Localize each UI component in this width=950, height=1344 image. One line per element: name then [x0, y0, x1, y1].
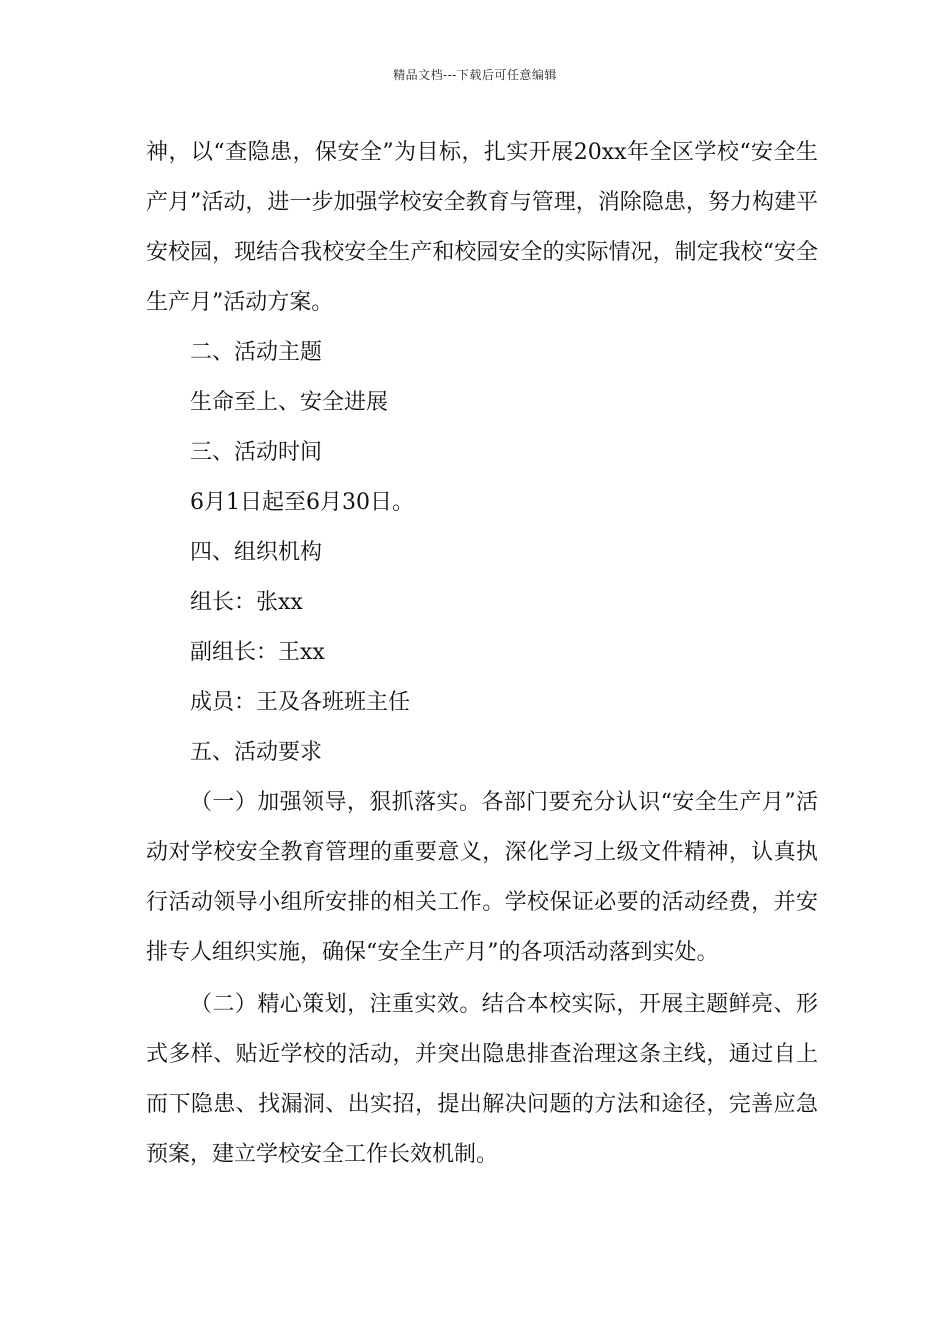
deputy-leader-text: 副组长：王xx	[190, 640, 325, 665]
requirement-paragraph-2: （二）精心策划，注重实效。结合本校实际，开展主题鲜亮、形式多样、贴近学校的活动，并突出隐患排查治理这条主线，通过自上而下隐患、找漏洞、出实招，提出解决问题的方法和途径，完善应急预案，建立学校安全工作长效机制。	[146, 992, 818, 1167]
section-heading-theme: 二、活动主题	[190, 340, 323, 365]
document-body	[146, 128, 818, 1180]
section-heading-time: 三、活动时间	[190, 440, 323, 465]
section-heading-organization: 四、组织机构	[190, 540, 323, 565]
members-text: 成员：王及各班班主任	[190, 690, 411, 715]
theme-text: 生命至上、安全进展	[190, 390, 389, 415]
time-text: 6月1日起至6月30日。	[190, 490, 414, 515]
intro-paragraph: 神，以“查隐患，保安全”为目标，扎实开展20xx年全区学校“安全生产月”活动，进一步加强学校安全教育与管理，消除隐患，努力构建平安校园，现结合我校安全生产和校园安全的实际情况，制定我校“安全生产月”活动方案。	[146, 140, 818, 315]
leader-text: 组长：张xx	[190, 590, 303, 615]
section-heading-requirements: 五、活动要求	[190, 740, 323, 765]
requirement-paragraph-1: （一）加强领导，狠抓落实。各部门要充分认识“安全生产月”活动对学校安全教育管理的重要意义，深化学习上级文件精神，认真执行活动领导小组所安排的相关工作。学校保证必要的活动经费，并安排专人组织实施，确保“安全生产月”的各项活动落到实处。	[146, 790, 818, 965]
page-header: 精品文档---下载后可任意编辑	[393, 68, 557, 82]
